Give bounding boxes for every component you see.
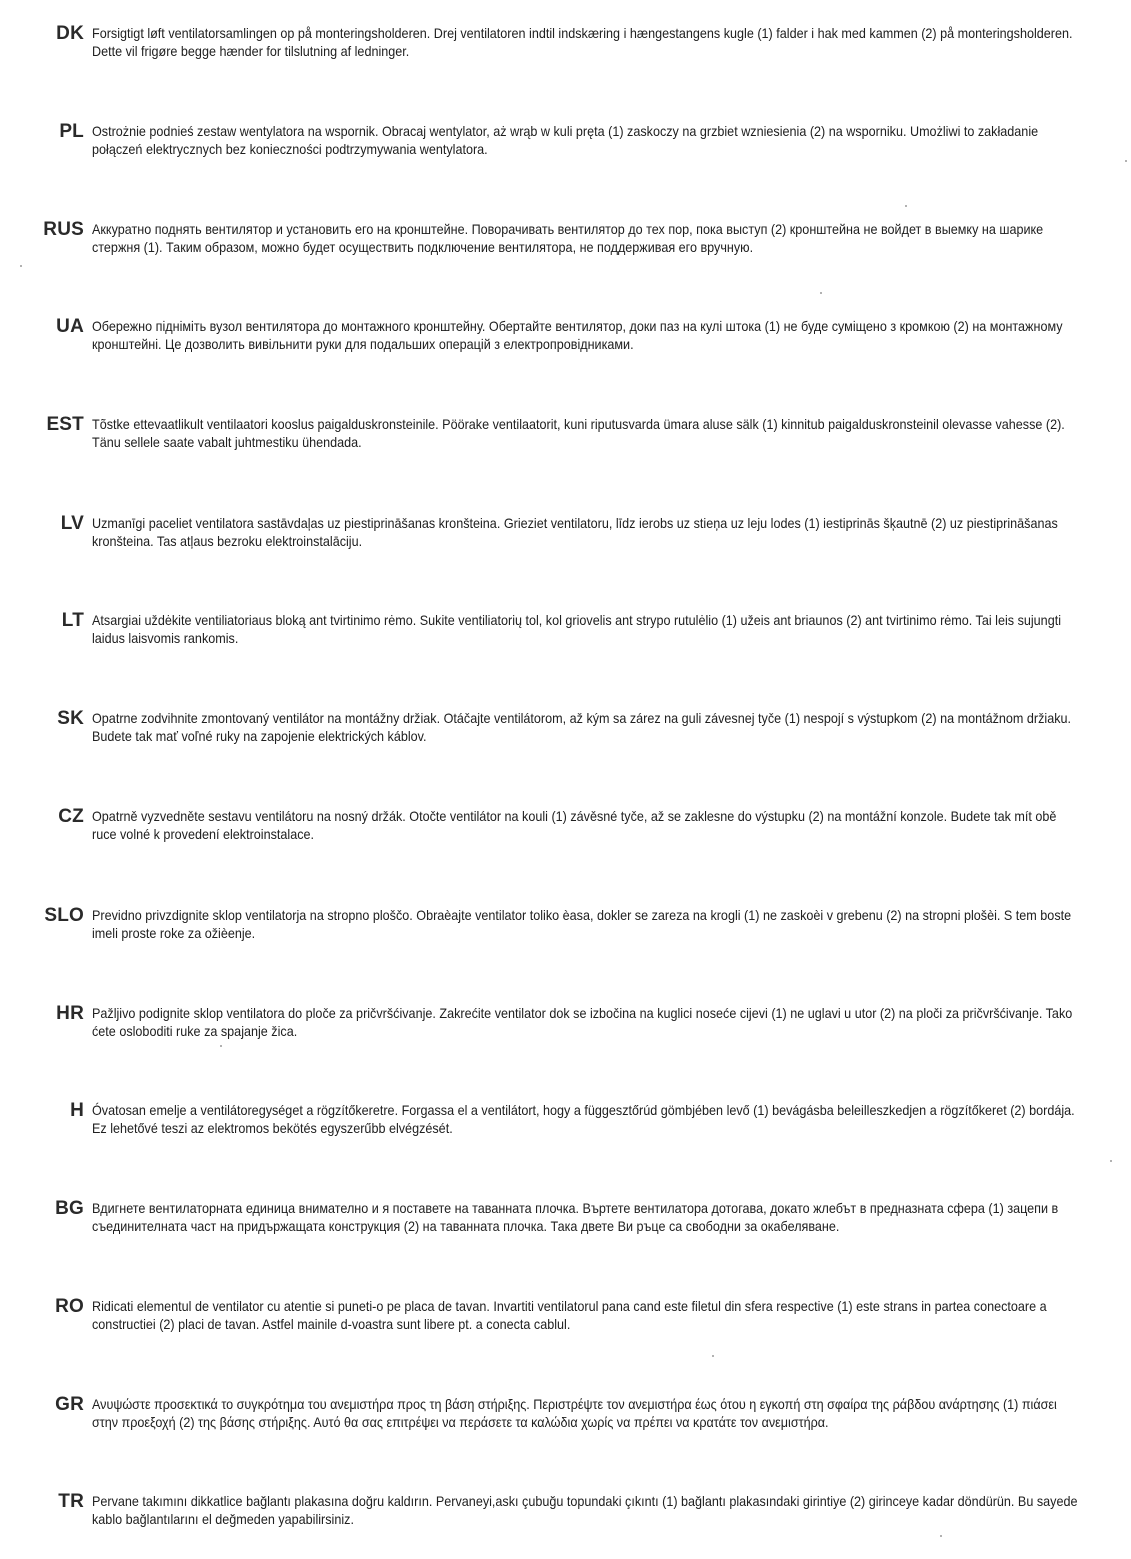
language-code: SK xyxy=(57,708,84,729)
language-code: RUS xyxy=(43,219,84,240)
language-code: BG xyxy=(55,1198,84,1219)
language-code: LV xyxy=(60,513,84,534)
scan-speck xyxy=(1110,1160,1112,1162)
language-code: CZ xyxy=(58,806,84,827)
instruction-text: Ανυψώστε προσεκτικά το συγκρότημα του ανεμιστήρα προς τη βάση στήριξης. Περιστρέψτε τον ανεμιστήρα έως ότου η εγκοπή στη σφαίρα της ράβδου ανάρτησης (1) πιάσει στην προεξοχή (2) της βάσης στήριξης. Αυτό θα σας επιτρέψει να περάσετε τα καλώδια χωρίς να πρέπει να κρατάτε τον ανεμιστήρα. xyxy=(92,1396,1057,1430)
language-code: HR xyxy=(56,1003,84,1024)
instruction-text: Вдигнете вентилаторната единица внимателно и я поставете на таванната плочка. Въртете вентилатора дотогава, докато жлебът в предназната сфера (1) зацепи в съединителната част на придържащата конструкция (2) на таванната плочка. Така двете Ви ръце са свободни за окабеляване. xyxy=(92,1200,1059,1234)
instruction-text: Pažljivo podignite sklop ventilatora do ploče za pričvršćivanje. Zakrećite ventilator dok se izbočina na kuglici noseće cijevi (1) ne uglavi u utor (2) na ploči za pričvršćivanje. Tako ćete osloboditi ruke za spajanje žica. xyxy=(92,1005,1073,1039)
instruction-text: Opatrně vyzvedněte sestavu ventilátoru na nosný držák. Otočte ventilátor na kouli (1) závěsné tyče, až se zaklesne do výstupku (2) na montážní konzole. Budete tak mít obě ruce volné k provedení elektroinstalace. xyxy=(92,808,1057,842)
language-code: LT xyxy=(61,610,84,631)
scan-speck xyxy=(712,1355,714,1357)
instruction-text: Atsargiai uždėkite ventiliatoriaus bloką ant tvirtinimo rėmo. Sukite ventiliatorių tol, kol griovelis ant strypo rutulėlio (1) užeis ant briaunos (2) ant tvirtinimo rėmo. Tai leis sujungti laidus laisvomis rankomis. xyxy=(92,612,1062,646)
instruction-text: Pervane takımını dikkatlice bağlantı plakasına doğru kaldırın. Pervaneyi,askı çubuğu topundaki çıkıntı (1) bağlantı plakasındaki girintiye (2) girinceye kadar döndürün. Bu sayede kablo bağlantılarını el değmeden yapabilirsiniz. xyxy=(92,1493,1078,1527)
instruction-text: Обережно підніміть вузол вентилятора до монтажного кронштейну. Обертайте вентилятор, доки паз на кулі штока (1) не буде суміщено з кромкою (2) на монтажному кронштейні. Це дозволить вивільнити руки для подальших операцій з електропровідниками. xyxy=(92,318,1063,352)
language-code: DK xyxy=(56,23,84,44)
instruction-text: Ostrożnie podnieś zestaw wentylatora na wspornik. Obracaj wentylator, aż wrąb w kuli pręta (1) zaskoczy na grzbiet wzniesienia (2) na wsporniku. Umożliwi to zakładanie połączeń elektrycznych bez konieczności podtrzymywania wentylatora. xyxy=(92,123,1039,157)
scan-speck xyxy=(20,265,22,267)
scan-speck xyxy=(820,292,822,294)
language-code: SLO xyxy=(44,905,84,926)
scan-speck xyxy=(940,1535,942,1537)
scan-speck xyxy=(220,1045,222,1047)
instruction-text: Аккуратно поднять вентилятор и установить его на кронштейне. Поворачивать вентилятор до тех пор, пока выступ (2) кронштейна не войдет в выемку на шарике стержня (1). Таким образом, можно будет осуществить подключение вентилятора, не поддерживая его вручную. xyxy=(92,221,1044,255)
language-code: PL xyxy=(59,121,84,142)
instruction-text: Opatrne zodvihnite zmontovaný ventilátor na montážny držiak. Otáčajte ventilátorom, až kým sa zárez na guli závesnej tyče (1) nespojí s výstupkom (2) na montážnom držiaku. Budete tak mať voľné ruky na zapojenie elektrických káblov. xyxy=(92,710,1072,744)
instruction-text: Ridicati elementul de ventilator cu atentie si puneti-o pe placa de tavan. Invartiti ventilatorul pana cand este filetul din sfera respective (1) este strans in partea conectoare a constructiei (2) placi de tavan. Astfel mainile d-voastra sunt libere pt. a conecta cablul. xyxy=(92,1298,1047,1332)
scan-speck xyxy=(1125,160,1127,162)
language-code: GR xyxy=(55,1394,84,1415)
scan-speck xyxy=(905,205,907,207)
language-code: RO xyxy=(55,1296,84,1317)
language-code: UA xyxy=(56,316,84,337)
language-code: H xyxy=(70,1100,84,1121)
instruction-text: Óvatosan emelje a ventilátoregységet a rögzítőkeretre. Forgassa el a ventilátort, hogy a függesztőrúd gömbjében levő (1) bevágásba beleilleszkedjen a rögzítőkeret (2) bordája. Ez lehetővé teszi az elektromos bekötés egyszerűbb elvégzését. xyxy=(92,1102,1075,1136)
instruction-text: Forsigtigt løft ventilatorsamlingen op på monteringsholderen. Drej ventilatoren indtil indskæring i hængestangens kugle (1) falder i hak med kammen (2) på monteringsholderen. Dette vil frigøre begge hænder for tilslutning af ledninger. xyxy=(92,25,1073,59)
instruction-text: Uzmanīgi paceliet ventilatora sastāvdaļas uz piestiprināšanas kronšteina. Grieziet ventilatoru, līdz ierobs uz stieņa uz leju lodes (1) iestiprinās šķautnē (2) uz piestiprināšanas kronšteina. Tas atļaus bezroku elektroinstalāciju. xyxy=(92,515,1058,549)
language-code: EST xyxy=(46,414,84,435)
instruction-text: Previdno privzdignite sklop ventilatorja na stropno ploščo. Obraèajte ventilator toliko èasa, dokler se zareza na krogli (1) ne zaskoèi v grebenu (2) na stropni plošèi. S tem boste imeli proste roke za ožièenje. xyxy=(92,907,1072,941)
language-code: TR xyxy=(58,1491,84,1512)
instruction-text: Tõstke ettevaatlikult ventilaatori kooslus paigalduskronsteinile. Pöörake ventilaatorit, kuni riputusvarda ümara aluse sälk (1) kinnitub paigalduskronsteinil olevasse vahesse (2). Tänu sellele saate vabalt juhtmestiku ühendada. xyxy=(92,416,1065,450)
